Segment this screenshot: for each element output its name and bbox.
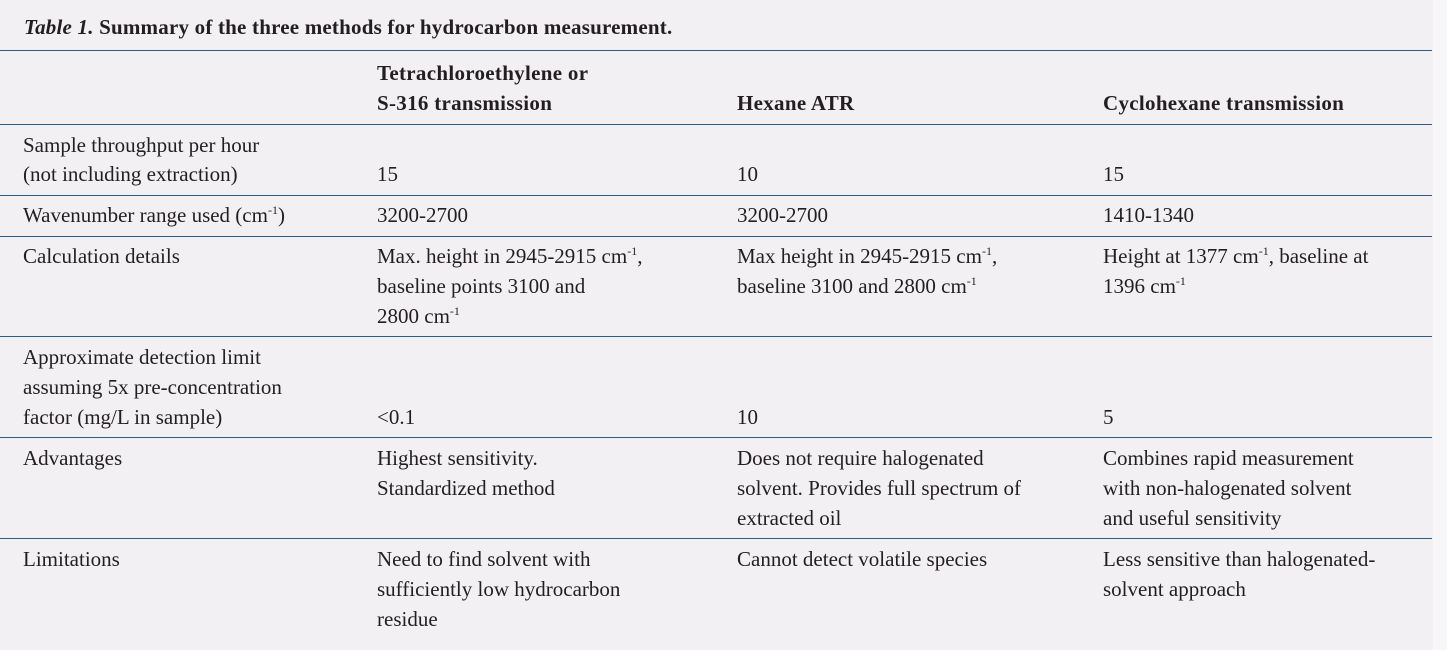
table-cell-line2: solvent approach xyxy=(1103,577,1246,601)
row-rule xyxy=(0,336,1432,337)
table-cell-line2: with non-halogenated solvent xyxy=(1103,476,1352,500)
header-col1-line1: Tetrachloroethylene or xyxy=(377,61,589,85)
table-caption xyxy=(24,15,672,40)
table-cell: Highest sensitivity. xyxy=(377,446,538,470)
row-label-line2: assuming 5x pre-concentration xyxy=(23,375,282,399)
caption-label: Table 1. xyxy=(24,15,94,39)
table-cell: 5 xyxy=(1103,405,1114,429)
table-cell: Need to find solvent with xyxy=(377,547,591,571)
table-cell: Does not require halogenated xyxy=(737,446,984,470)
header-col1-line2: S-316 transmission xyxy=(377,91,553,115)
table-cell: 10 xyxy=(737,162,758,186)
table-cell: Max height in 2945-2915 $cm^{-1}$, xyxy=(737,244,998,268)
table-cell-line2: 1396 $cm^{-1}$ xyxy=(1103,274,1186,298)
header-col3: Cyclohexane transmission xyxy=(1103,91,1345,115)
row-label: Sample throughput per hour xyxy=(23,133,260,157)
table-cell: 1410-1340 xyxy=(1103,203,1194,227)
table-cell-line2: Standardized method xyxy=(377,476,555,500)
table-cell: Max. height in 2945-2915 $cm^{-1}$, xyxy=(377,244,643,268)
table-cell-line2: sufficiently low hydrocarbon xyxy=(377,577,621,601)
caption-text: Summary of the three methods for hydrocarbon measurement. xyxy=(99,15,673,39)
table-cell: Less sensitive than halogenated- xyxy=(1103,547,1376,571)
table-cell: Cannot detect volatile species xyxy=(737,547,988,571)
table-cell: Height at 1377 $cm^{-1}$, baseline at xyxy=(1103,244,1369,268)
table-cell-line2: baseline points 3100 and xyxy=(377,274,586,298)
row-rule xyxy=(0,437,1432,438)
table-cell: Combines rapid measurement xyxy=(1103,446,1354,470)
row-label: Calculation details xyxy=(23,244,180,268)
table-cell-line3: residue xyxy=(377,607,438,631)
table-cell-line3: extracted oil xyxy=(737,506,842,530)
row-label: Approximate detection limit xyxy=(23,345,261,369)
row-label: Wavenumber range used $(cm^{-1})$ xyxy=(23,203,285,227)
table-cell-line3: and useful sensitivity xyxy=(1103,506,1282,530)
table-cell: 10 xyxy=(737,405,758,429)
table-top-rule xyxy=(0,50,1432,51)
table-cell: 3200-2700 xyxy=(377,203,468,227)
table-cell-line3: 2800 $cm^{-1}$ xyxy=(377,304,460,328)
row-label-line3: factor (mg/L in sample) xyxy=(23,405,223,429)
page-margin xyxy=(1433,0,1447,650)
row-label: Advantages xyxy=(23,446,123,470)
row-label-line2: (not including extraction) xyxy=(23,162,238,186)
header-rule xyxy=(0,124,1432,125)
table-cell-line2: solvent. Provides full spectrum of xyxy=(737,476,1022,500)
row-label: Limitations xyxy=(23,547,120,571)
table-cell: 15 xyxy=(1103,162,1124,186)
header-col2: Hexane ATR xyxy=(737,91,855,115)
table-cell: <0.1 xyxy=(377,405,416,429)
row-rule xyxy=(0,195,1432,196)
row-rule xyxy=(0,236,1432,237)
table-cell: 3200-2700 xyxy=(737,203,828,227)
table-cell: 15 xyxy=(377,162,398,186)
table-cell-line2: baseline 3100 and 2800 $cm^{-1}$ xyxy=(737,274,977,298)
row-rule xyxy=(0,538,1432,539)
